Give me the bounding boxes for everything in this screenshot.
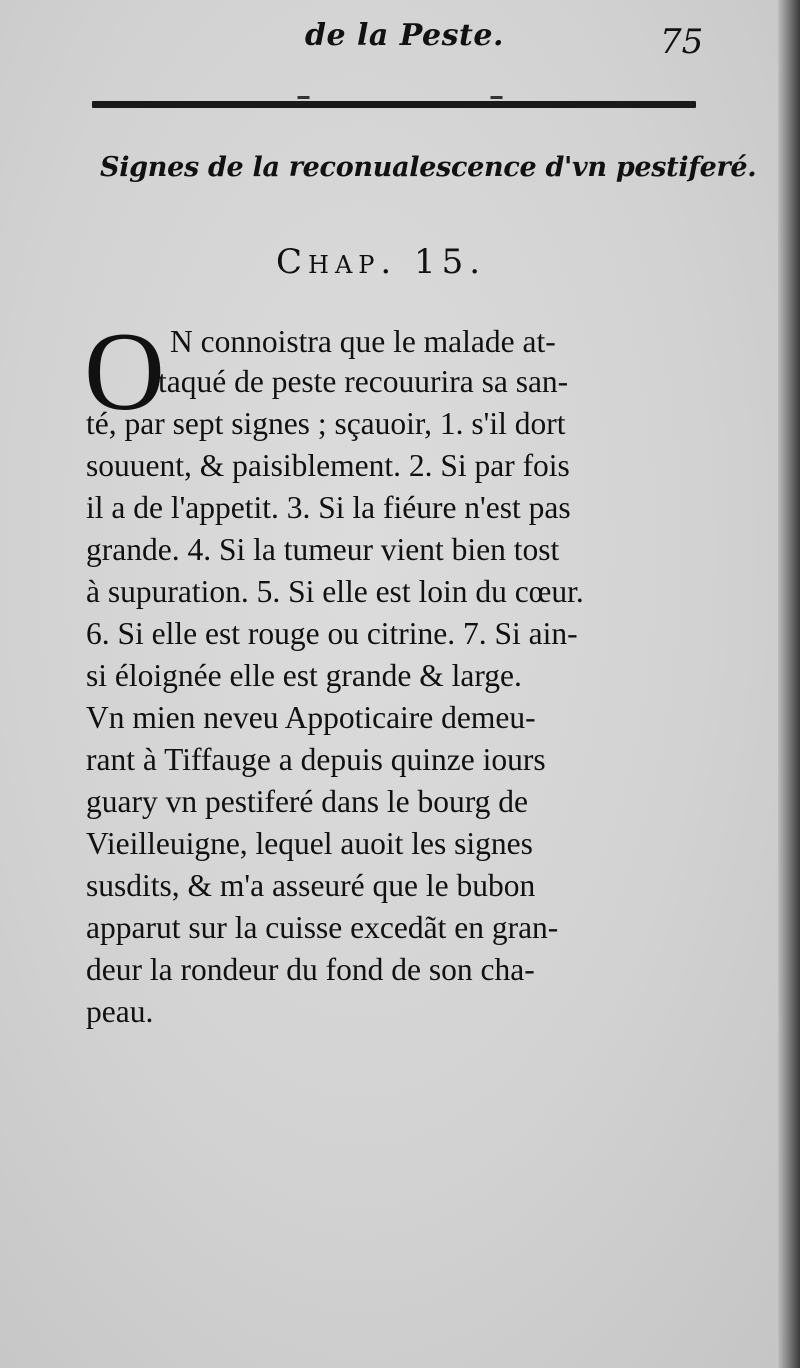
header-rule xyxy=(92,101,696,108)
text-line: à supuration. 5. Si elle est loin du cœur. xyxy=(86,574,584,609)
drop-cap: O xyxy=(84,310,165,434)
page-number: 75 xyxy=(660,22,704,62)
text-line: peau. xyxy=(86,994,154,1029)
running-title: de la Peste. xyxy=(305,18,504,53)
chapter-heading: Chap. 15. xyxy=(276,242,487,282)
page-spine-shadow xyxy=(778,0,800,1368)
text-line: 6. Si elle est rouge ou citrine. 7. Si ain- xyxy=(86,616,578,651)
text-line: guary vn pestiferé dans le bourg de xyxy=(86,784,529,819)
text-line: souuent, & paisiblement. 2. Si par fois xyxy=(86,448,570,483)
text-line: deur la rondeur du fond de son cha- xyxy=(86,952,535,987)
text-line: si éloignée elle est grande & large. xyxy=(86,658,522,693)
text-line: grande. 4. Si la tumeur vient bien tost xyxy=(86,532,560,567)
text-line: rant à Tiffauge a depuis quinze iours xyxy=(86,742,546,777)
text-line: Vieilleuigne, lequel auoit les signes xyxy=(86,826,533,861)
text-line: susdits, & m'a asseuré que le bubon xyxy=(86,868,536,903)
running-head xyxy=(0,18,780,68)
text-line: té, par sept signes ; sçauoir, 1. s'il dort xyxy=(86,406,566,441)
text-line: taqué de peste recouurira sa san- xyxy=(158,364,569,399)
text-line: apparut sur la cuisse excedãt en gran- xyxy=(86,910,559,945)
text-line: N connoistra que le malade at- xyxy=(170,324,556,359)
text-line: il a de l'appetit. 3. Si la fiéure n'est pas xyxy=(86,490,571,525)
text-line: Vn mien neveu Appoticaire demeu- xyxy=(86,700,536,735)
header-rule-accent xyxy=(92,96,696,99)
chapter-subtitle: Signes de la reconualescence d'vn pestiferé. xyxy=(100,152,757,183)
